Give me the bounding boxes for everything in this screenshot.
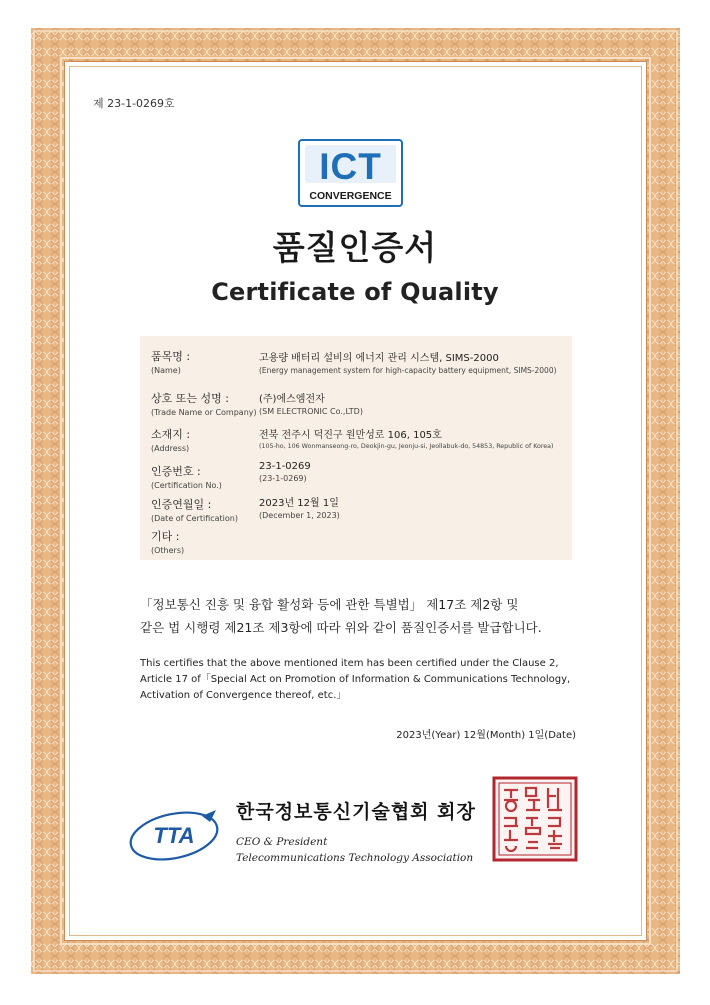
statement-english: This certifies that the above mentioned item has been certified under the Clause 2, Article 17 of「Special Act on Promotion of Information & Communications Technology, Activation of Convergence thereof, etc.」 bbox=[140, 658, 571, 701]
ceo-title: CEO & President Telecommunications Technology Association bbox=[236, 836, 474, 864]
product-value: 고용량 배터리 설비의 에너지 관리 시스템, SIMS-2000 (Energy management system for high-capacity battery equipment, SIMS-2000) bbox=[259, 353, 557, 375]
address-label: 소재지 : (Address) bbox=[151, 428, 191, 453]
certification-number-value: 23-1-0269 (23-1-0269) bbox=[259, 461, 311, 483]
certificate-number: 제 23-1-0269호 bbox=[93, 97, 175, 110]
logo-text-convergence: CONVERGENCE bbox=[309, 190, 392, 202]
company-value: (주)에스엠전자 (SM ELECTRONIC Co.,LTD) bbox=[259, 394, 363, 416]
certification-number-label: 인증번호 : (Certification No.) bbox=[151, 465, 222, 490]
certificate-details bbox=[140, 336, 572, 560]
ict-convergence-logo bbox=[298, 139, 403, 207]
statement-korean: 「정보통신 진흥 및 융합 활성화 등에 관한 특별법」 제17조 제2항 및 같은 법 시행령 제21조 제3항에 따라 위와 같이 품질인증서를 발급합니다. bbox=[140, 597, 542, 635]
issue-date: 2023년(Year) 12월(Month) 1일(Date) bbox=[396, 730, 576, 741]
company-label: 상호 또는 성명 : (Trade Name or Company) bbox=[151, 392, 257, 417]
title-english: Certificate of Quality bbox=[211, 278, 499, 306]
certification-date-value: 2023년 12월 1일 (December 1, 2023) bbox=[259, 498, 340, 520]
logo-text-ict: ICT bbox=[319, 146, 382, 187]
product-label: 품목명 : (Name) bbox=[151, 350, 191, 375]
others-label: 기타 : (Others) bbox=[151, 530, 185, 555]
certification-date-label: 인증연월일 : (Date of Certification) bbox=[151, 498, 238, 523]
address-value: 전북 전주시 덕진구 원만성로 106, 105호 (105-ho, 106 Wonmanseong-ro, Deokjin-gu, Jeonju-si, Jeollabuk-do, 54853, Republic of Korea) bbox=[259, 430, 554, 450]
tta-logo bbox=[128, 806, 220, 862]
tta-logo-text: TTA bbox=[153, 823, 195, 848]
title-korean: 품질인증서 bbox=[272, 228, 438, 267]
organization-name: 한국정보통신기술협회 회장 bbox=[236, 801, 476, 823]
official-seal bbox=[492, 776, 578, 862]
